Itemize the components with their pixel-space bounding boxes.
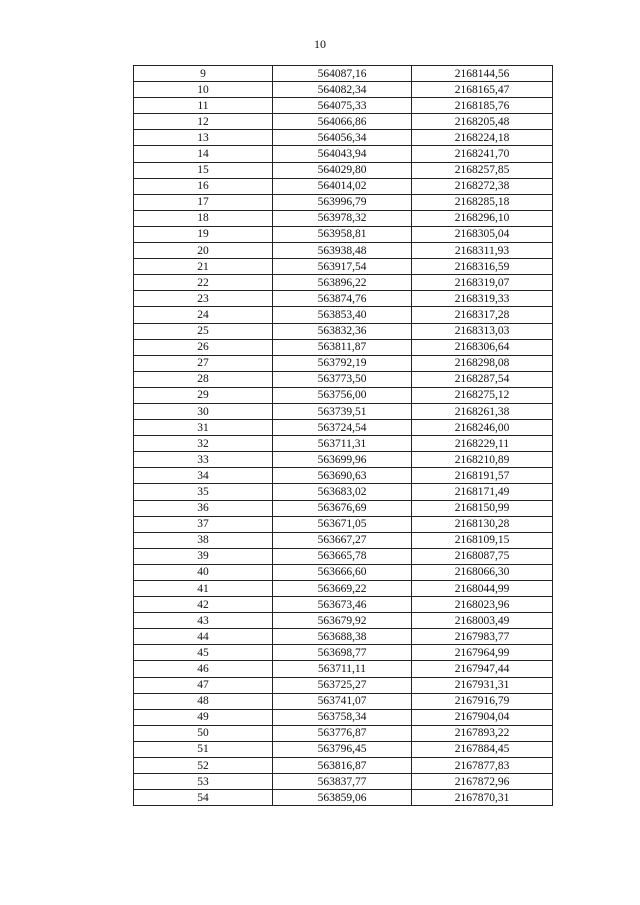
x-coordinate-cell: 564066,86 <box>273 114 412 130</box>
table-row <box>134 66 553 82</box>
table-row <box>134 307 553 323</box>
y-coordinate-cell: 2168313,03 <box>412 323 553 339</box>
x-coordinate-cell: 563683,02 <box>273 484 412 500</box>
y-coordinate-cell: 2167877,83 <box>412 758 553 774</box>
table-row <box>134 323 553 339</box>
x-coordinate-cell: 563832,36 <box>273 323 412 339</box>
x-coordinate-cell: 563711,11 <box>273 661 412 677</box>
table-row <box>134 564 553 580</box>
x-coordinate-cell: 563792,19 <box>273 355 412 371</box>
y-coordinate-cell: 2168066,30 <box>412 564 553 580</box>
table-row <box>134 130 553 146</box>
table-row <box>134 645 553 661</box>
point-number-cell: 42 <box>134 597 273 613</box>
table-row <box>134 243 553 259</box>
y-coordinate-cell: 2168130,28 <box>412 516 553 532</box>
x-coordinate-cell: 563711,31 <box>273 436 412 452</box>
table-row <box>134 275 553 291</box>
y-coordinate-cell: 2168224,18 <box>412 130 553 146</box>
x-coordinate-cell: 564075,33 <box>273 98 412 114</box>
y-coordinate-cell: 2167893,22 <box>412 725 553 741</box>
y-coordinate-cell: 2167964,99 <box>412 645 553 661</box>
table-row <box>134 484 553 500</box>
point-number-cell: 48 <box>134 693 273 709</box>
table-row <box>134 194 553 210</box>
point-number-cell: 53 <box>134 774 273 790</box>
point-number-cell: 11 <box>134 98 273 114</box>
point-number-cell: 38 <box>134 532 273 548</box>
y-coordinate-cell: 2168171,49 <box>412 484 553 500</box>
y-coordinate-cell: 2167947,44 <box>412 661 553 677</box>
x-coordinate-cell: 563816,87 <box>273 758 412 774</box>
x-coordinate-cell: 563837,77 <box>273 774 412 790</box>
table-row <box>134 613 553 629</box>
point-number-cell: 13 <box>134 130 273 146</box>
point-number-cell: 40 <box>134 564 273 580</box>
point-number-cell: 29 <box>134 387 273 403</box>
x-coordinate-cell: 563688,38 <box>273 629 412 645</box>
y-coordinate-cell: 2168165,47 <box>412 82 553 98</box>
y-coordinate-cell: 2167884,45 <box>412 741 553 757</box>
table-row <box>134 790 553 806</box>
y-coordinate-cell: 2168023,96 <box>412 597 553 613</box>
x-coordinate-cell: 564014,02 <box>273 178 412 194</box>
page-number: 10 <box>314 37 326 51</box>
y-coordinate-cell: 2167872,96 <box>412 774 553 790</box>
x-coordinate-cell: 563690,63 <box>273 468 412 484</box>
x-coordinate-cell: 563859,06 <box>273 790 412 806</box>
y-coordinate-cell: 2168044,99 <box>412 581 553 597</box>
coordinates-table-body <box>134 66 553 806</box>
x-coordinate-cell: 563758,34 <box>273 709 412 725</box>
y-coordinate-cell: 2168144,56 <box>412 66 553 82</box>
point-number-cell: 32 <box>134 436 273 452</box>
point-number-cell: 34 <box>134 468 273 484</box>
x-coordinate-cell: 563669,22 <box>273 581 412 597</box>
y-coordinate-cell: 2168285,18 <box>412 194 553 210</box>
y-coordinate-cell: 2168229,11 <box>412 436 553 452</box>
y-coordinate-cell: 2168319,33 <box>412 291 553 307</box>
table-row <box>134 581 553 597</box>
y-coordinate-cell: 2168261,38 <box>412 403 553 419</box>
y-coordinate-cell: 2168241,70 <box>412 146 553 162</box>
y-coordinate-cell: 2168317,28 <box>412 307 553 323</box>
table-row <box>134 82 553 98</box>
point-number-cell: 35 <box>134 484 273 500</box>
y-coordinate-cell: 2167904,04 <box>412 709 553 725</box>
point-number-cell: 27 <box>134 355 273 371</box>
point-number-cell: 33 <box>134 452 273 468</box>
table-row <box>134 146 553 162</box>
point-number-cell: 52 <box>134 758 273 774</box>
y-coordinate-cell: 2168210,89 <box>412 452 553 468</box>
table-row <box>134 548 553 564</box>
point-number-cell: 10 <box>134 82 273 98</box>
y-coordinate-cell: 2168205,48 <box>412 114 553 130</box>
x-coordinate-cell: 563741,07 <box>273 693 412 709</box>
x-coordinate-cell: 564043,94 <box>273 146 412 162</box>
point-number-cell: 50 <box>134 725 273 741</box>
x-coordinate-cell: 563874,76 <box>273 291 412 307</box>
coordinates-table <box>133 65 553 806</box>
point-number-cell: 45 <box>134 645 273 661</box>
x-coordinate-cell: 563996,79 <box>273 194 412 210</box>
x-coordinate-cell: 563756,00 <box>273 387 412 403</box>
table-row <box>134 758 553 774</box>
table-row <box>134 339 553 355</box>
point-number-cell: 9 <box>134 66 273 82</box>
table-row <box>134 725 553 741</box>
x-coordinate-cell: 563725,27 <box>273 677 412 693</box>
point-number-cell: 31 <box>134 420 273 436</box>
point-number-cell: 37 <box>134 516 273 532</box>
table-row <box>134 162 553 178</box>
x-coordinate-cell: 563773,50 <box>273 371 412 387</box>
x-coordinate-cell: 563667,27 <box>273 532 412 548</box>
table-row <box>134 468 553 484</box>
y-coordinate-cell: 2168257,85 <box>412 162 553 178</box>
table-row <box>134 371 553 387</box>
point-number-cell: 51 <box>134 741 273 757</box>
point-number-cell: 30 <box>134 403 273 419</box>
table-row <box>134 210 553 226</box>
x-coordinate-cell: 564082,34 <box>273 82 412 98</box>
point-number-cell: 41 <box>134 581 273 597</box>
table-row <box>134 387 553 403</box>
point-number-cell: 39 <box>134 548 273 564</box>
y-coordinate-cell: 2168311,93 <box>412 243 553 259</box>
y-coordinate-cell: 2167916,79 <box>412 693 553 709</box>
point-number-cell: 20 <box>134 243 273 259</box>
point-number-cell: 19 <box>134 226 273 242</box>
point-number-cell: 28 <box>134 371 273 387</box>
point-number-cell: 18 <box>134 210 273 226</box>
x-coordinate-cell: 563978,32 <box>273 210 412 226</box>
point-number-cell: 25 <box>134 323 273 339</box>
y-coordinate-cell: 2168298,08 <box>412 355 553 371</box>
y-coordinate-cell: 2168275,12 <box>412 387 553 403</box>
table-row <box>134 403 553 419</box>
table-row <box>134 741 553 757</box>
table-row <box>134 114 553 130</box>
table-row <box>134 420 553 436</box>
point-number-cell: 47 <box>134 677 273 693</box>
x-coordinate-cell: 563699,96 <box>273 452 412 468</box>
x-coordinate-cell: 563776,87 <box>273 725 412 741</box>
table-row <box>134 597 553 613</box>
y-coordinate-cell: 2168109,15 <box>412 532 553 548</box>
table-row <box>134 516 553 532</box>
y-coordinate-cell: 2168319,07 <box>412 275 553 291</box>
y-coordinate-cell: 2168087,75 <box>412 548 553 564</box>
x-coordinate-cell: 563673,46 <box>273 597 412 613</box>
table-row <box>134 259 553 275</box>
y-coordinate-cell: 2168287,54 <box>412 371 553 387</box>
x-coordinate-cell: 563665,78 <box>273 548 412 564</box>
y-coordinate-cell: 2167931,31 <box>412 677 553 693</box>
table-row <box>134 226 553 242</box>
x-coordinate-cell: 563739,51 <box>273 403 412 419</box>
point-number-cell: 36 <box>134 500 273 516</box>
y-coordinate-cell: 2168246,00 <box>412 420 553 436</box>
x-coordinate-cell: 563671,05 <box>273 516 412 532</box>
x-coordinate-cell: 563958,81 <box>273 226 412 242</box>
point-number-cell: 22 <box>134 275 273 291</box>
y-coordinate-cell: 2168306,64 <box>412 339 553 355</box>
x-coordinate-cell: 563724,54 <box>273 420 412 436</box>
point-number-cell: 15 <box>134 162 273 178</box>
table-row <box>134 452 553 468</box>
x-coordinate-cell: 563796,45 <box>273 741 412 757</box>
table-row <box>134 436 553 452</box>
point-number-cell: 46 <box>134 661 273 677</box>
x-coordinate-cell: 563853,40 <box>273 307 412 323</box>
point-number-cell: 44 <box>134 629 273 645</box>
point-number-cell: 26 <box>134 339 273 355</box>
y-coordinate-cell: 2167983,77 <box>412 629 553 645</box>
table-row <box>134 532 553 548</box>
point-number-cell: 21 <box>134 259 273 275</box>
y-coordinate-cell: 2168150,99 <box>412 500 553 516</box>
x-coordinate-cell: 563666,60 <box>273 564 412 580</box>
table-row <box>134 98 553 114</box>
y-coordinate-cell: 2168191,57 <box>412 468 553 484</box>
x-coordinate-cell: 563811,87 <box>273 339 412 355</box>
y-coordinate-cell: 2168185,76 <box>412 98 553 114</box>
table-row <box>134 355 553 371</box>
point-number-cell: 12 <box>134 114 273 130</box>
table-row <box>134 629 553 645</box>
table-row <box>134 178 553 194</box>
y-coordinate-cell: 2168296,10 <box>412 210 553 226</box>
y-coordinate-cell: 2167870,31 <box>412 790 553 806</box>
table-row <box>134 291 553 307</box>
table-row <box>134 677 553 693</box>
y-coordinate-cell: 2168272,38 <box>412 178 553 194</box>
point-number-cell: 54 <box>134 790 273 806</box>
table-row <box>134 661 553 677</box>
point-number-cell: 14 <box>134 146 273 162</box>
x-coordinate-cell: 563917,54 <box>273 259 412 275</box>
y-coordinate-cell: 2168003,49 <box>412 613 553 629</box>
x-coordinate-cell: 564056,34 <box>273 130 412 146</box>
x-coordinate-cell: 564029,80 <box>273 162 412 178</box>
x-coordinate-cell: 563896,22 <box>273 275 412 291</box>
table-row <box>134 774 553 790</box>
point-number-cell: 17 <box>134 194 273 210</box>
table-row <box>134 500 553 516</box>
table-row <box>134 693 553 709</box>
x-coordinate-cell: 563938,48 <box>273 243 412 259</box>
point-number-cell: 23 <box>134 291 273 307</box>
point-number-cell: 24 <box>134 307 273 323</box>
point-number-cell: 49 <box>134 709 273 725</box>
point-number-cell: 16 <box>134 178 273 194</box>
x-coordinate-cell: 563679,92 <box>273 613 412 629</box>
table-row <box>134 709 553 725</box>
x-coordinate-cell: 563676,69 <box>273 500 412 516</box>
x-coordinate-cell: 563698,77 <box>273 645 412 661</box>
y-coordinate-cell: 2168316,59 <box>412 259 553 275</box>
y-coordinate-cell: 2168305,04 <box>412 226 553 242</box>
x-coordinate-cell: 564087,16 <box>273 66 412 82</box>
point-number-cell: 43 <box>134 613 273 629</box>
